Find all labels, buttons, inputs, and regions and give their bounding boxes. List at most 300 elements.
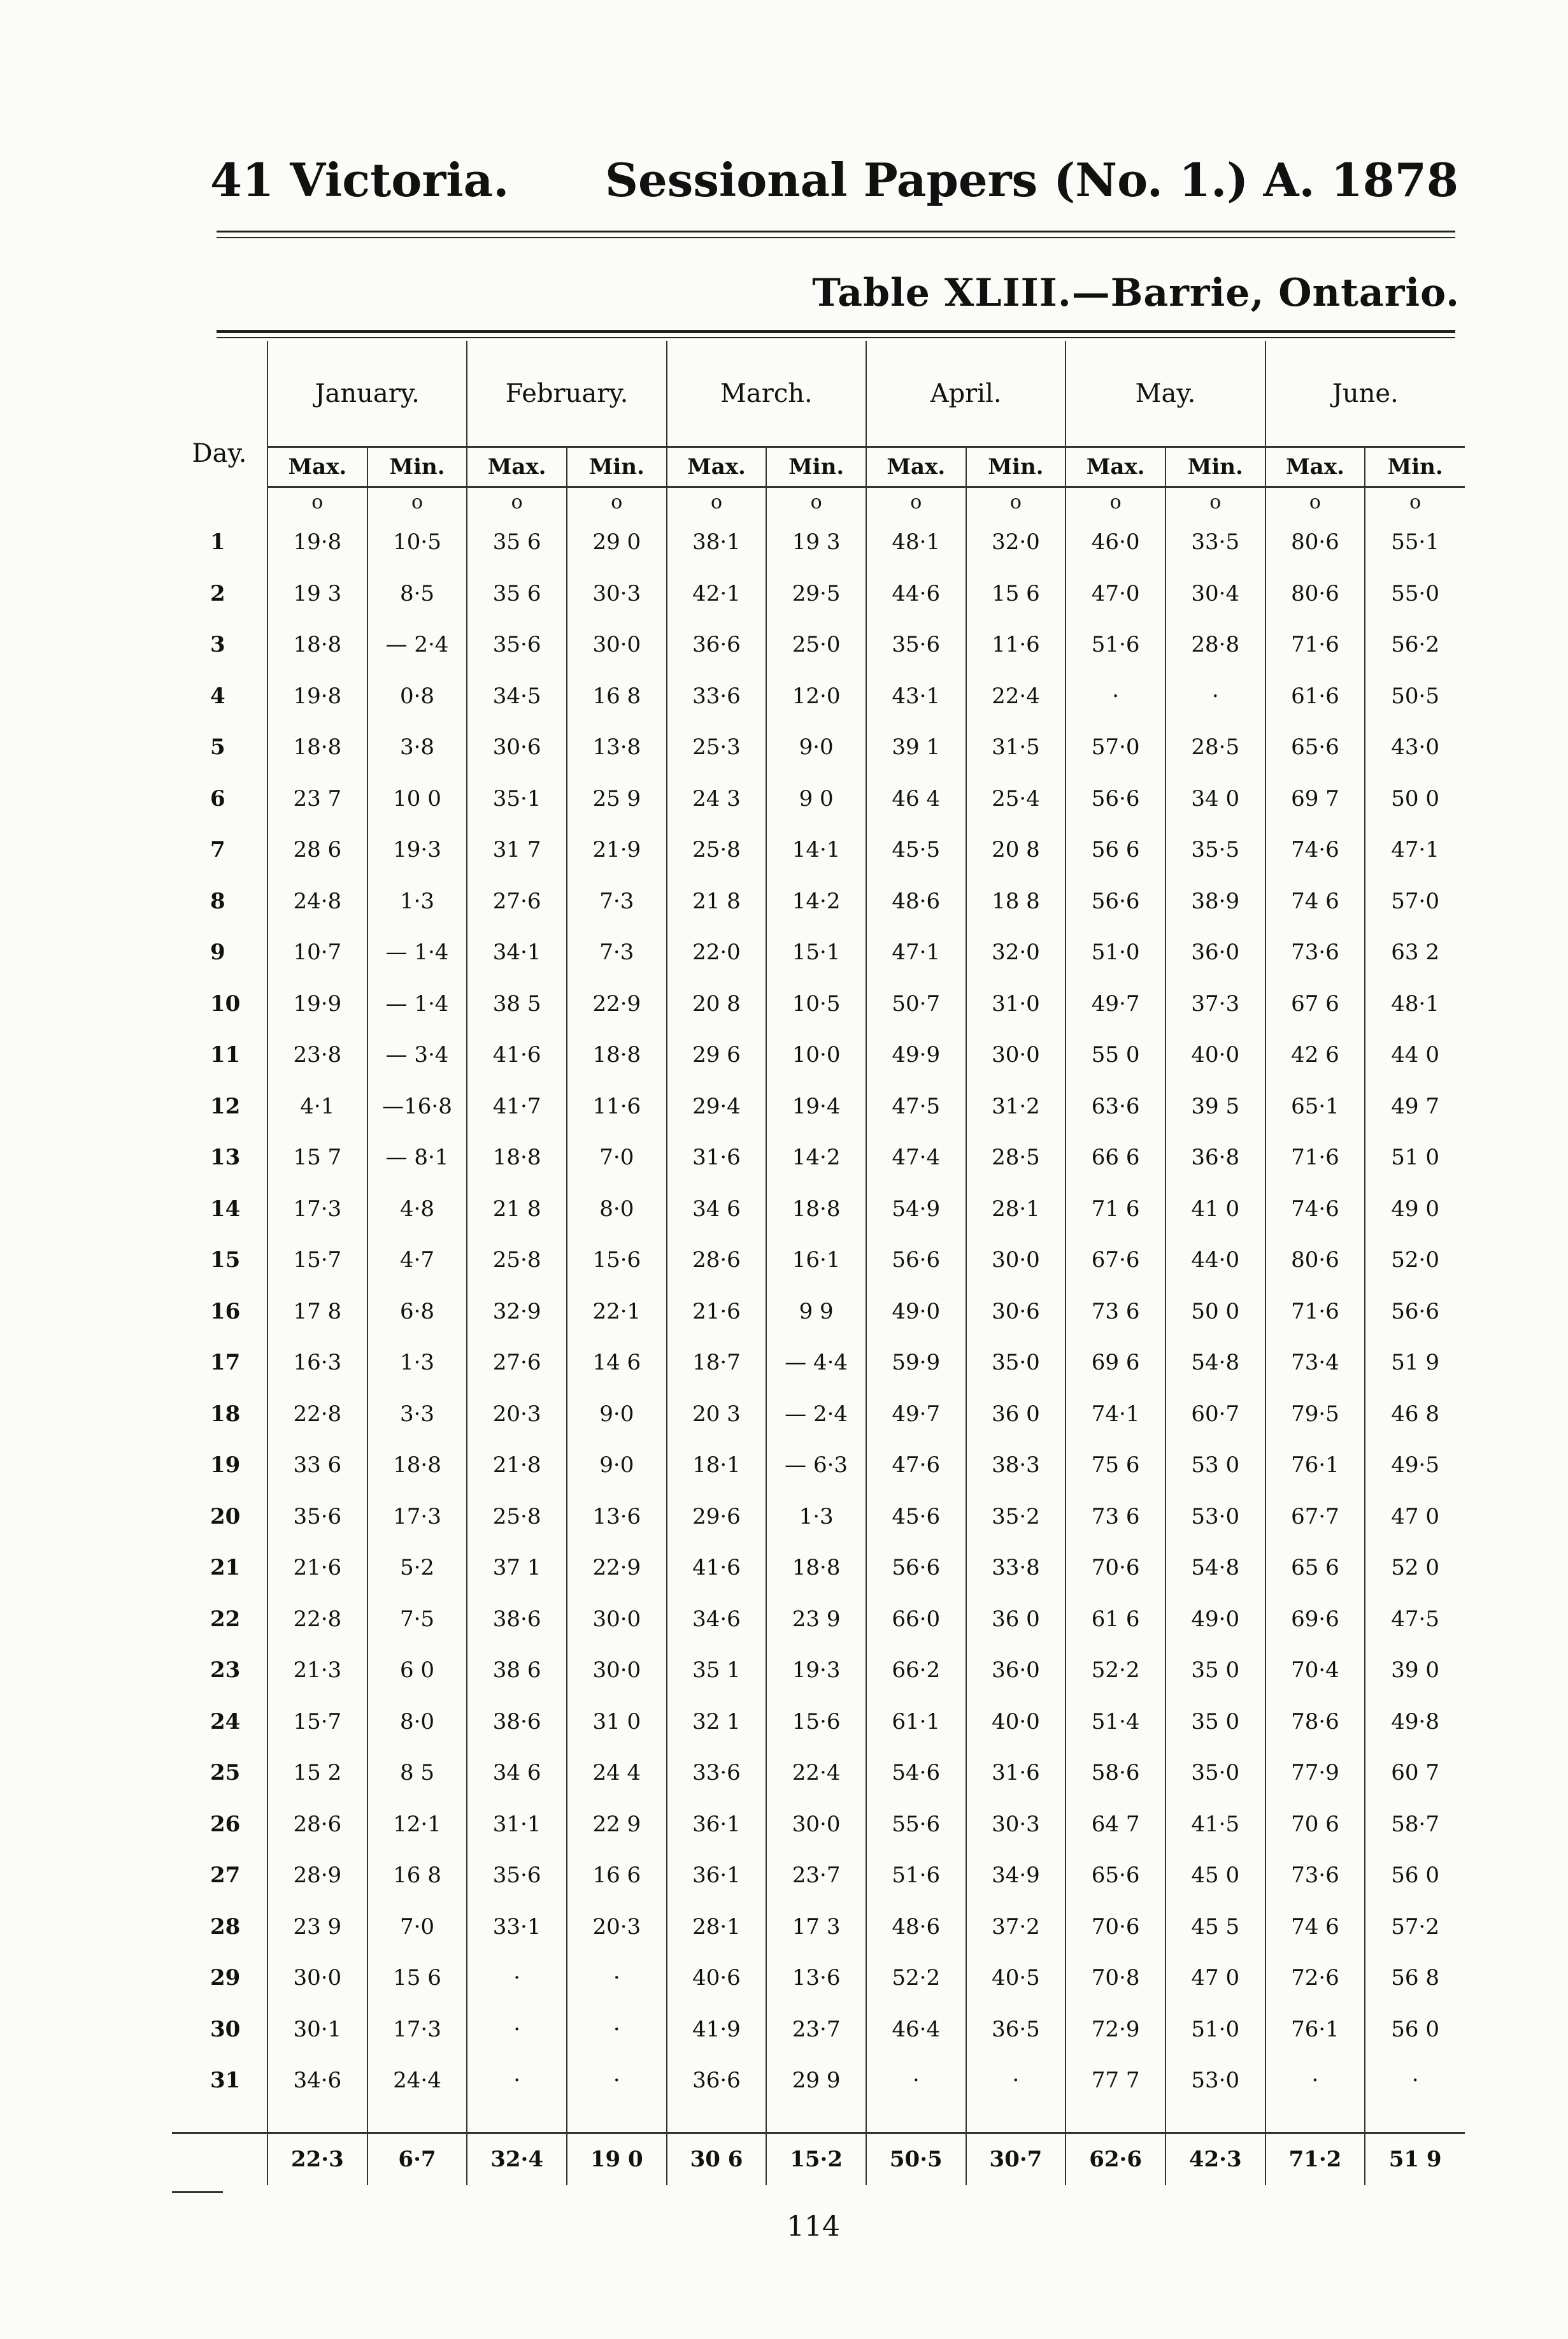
day-number: 17	[210, 1350, 241, 1376]
monthly-mean-cell: 22·3	[267, 2133, 367, 2185]
table-body	[172, 487, 1465, 2107]
degree-symbol: o	[667, 487, 767, 517]
temperature-cell: 30·3	[966, 1799, 1066, 1850]
min-column-header: Min.	[367, 447, 467, 487]
temperature-cell: 57·0	[1066, 722, 1165, 773]
monthly-mean-cell: 71·2	[1265, 2133, 1365, 2185]
temperature-cell: 66 6	[1066, 1132, 1165, 1184]
temperature-cell: 20 8	[966, 824, 1066, 876]
temperature-cell: 10·5	[766, 978, 866, 1030]
temperature-cell: 35·6	[467, 619, 567, 671]
temperature-cell: 43·0	[1365, 722, 1465, 773]
page-number: 114	[787, 2210, 840, 2243]
temperature-cell: 9·0	[567, 1440, 667, 1491]
temperature-cell: 38·9	[1165, 876, 1265, 927]
temperature-cell: 24·4	[367, 2055, 467, 2107]
temperature-cell: 7·3	[567, 927, 667, 978]
monthly-means-row	[172, 2133, 1465, 2185]
temperature-cell: 44·6	[866, 568, 966, 620]
temperature-cell: 35·5	[1165, 824, 1265, 876]
temperature-cell: 17 3	[766, 1901, 866, 1953]
monthly-mean-cell: 6·7	[367, 2133, 467, 2185]
temperature-cell: 49 7	[1365, 1081, 1465, 1133]
day-number: 13	[210, 1145, 241, 1171]
max-min-header-row	[172, 447, 1465, 487]
temperature-cell: 36·6	[667, 619, 767, 671]
temperature-cell: 65 6	[1265, 1542, 1365, 1594]
temperature-cell: 8 5	[367, 1747, 467, 1799]
temperature-cell: 22·4	[966, 671, 1066, 722]
temperature-cell: 41·5	[1165, 1799, 1265, 1850]
temperature-cell: 23 9	[267, 1901, 367, 1953]
month-header-june: June.	[1265, 341, 1465, 447]
temperature-cell: 47·1	[1365, 824, 1465, 876]
temperature-cell: 63·6	[1066, 1081, 1165, 1133]
temperature-cell: 51·0	[1066, 927, 1165, 978]
temperature-cell: 42 6	[1265, 1029, 1365, 1081]
temperature-cell: 17·3	[267, 1184, 367, 1235]
temperature-cell: 42·1	[667, 568, 767, 620]
temperature-cell: 32·0	[966, 927, 1066, 978]
temperature-cell: 23·7	[766, 2004, 866, 2056]
temperature-cell: 45·6	[866, 1491, 966, 1543]
monthly-mean-cell: 62·6	[1066, 2133, 1165, 2185]
min-column-header: Min.	[1365, 447, 1465, 487]
temperature-cell: 3·8	[367, 722, 467, 773]
degree-symbol: o	[467, 487, 567, 517]
monthly-mean-cell: 51 9	[1365, 2133, 1465, 2185]
month-header-row	[172, 341, 1465, 447]
temperature-cell: 32 1	[667, 1696, 767, 1748]
degree-symbol: o	[1066, 487, 1165, 517]
temperature-cell: ·	[567, 2004, 667, 2056]
temperature-cell: — 3·4	[367, 1029, 467, 1081]
temperature-cell: 56 6	[1066, 824, 1165, 876]
temperature-cell: ·	[567, 2055, 667, 2107]
temperature-cell: 21·8	[467, 1440, 567, 1491]
table-row	[172, 1184, 1465, 1235]
temperature-cell: 76·1	[1265, 2004, 1365, 2056]
temperature-cell: 67·6	[1066, 1234, 1165, 1286]
temperature-cell: 30·1	[267, 2004, 367, 2056]
temperature-cell: 71 6	[1066, 1184, 1165, 1235]
temperature-cell: 16 8	[567, 671, 667, 722]
max-column-header: Max.	[1066, 447, 1165, 487]
temperature-cell: 52·0	[1365, 1234, 1465, 1286]
month-header-february: February.	[467, 341, 666, 447]
temperature-cell: 15·7	[267, 1234, 367, 1286]
temperature-cell: 28·5	[966, 1132, 1066, 1184]
temperature-cell: 15·7	[267, 1696, 367, 1748]
max-column-header: Max.	[1265, 447, 1365, 487]
temperature-cell: 36·1	[667, 1799, 767, 1850]
day-number: 7	[210, 837, 225, 863]
footer-rule	[172, 2191, 223, 2193]
temperature-cell: 72·9	[1066, 2004, 1165, 2056]
temperature-cell: 22·0	[667, 927, 767, 978]
temperature-cell: 25·8	[467, 1234, 567, 1286]
temperature-cell: 21·3	[267, 1645, 367, 1696]
temperature-cell: 61·6	[1265, 671, 1365, 722]
temperature-cell: 56·6	[1066, 876, 1165, 927]
temperature-cell: 31 0	[567, 1696, 667, 1748]
degree-row	[172, 487, 1465, 517]
temperature-cell: 15·6	[567, 1234, 667, 1286]
temperature-cell: 31·6	[966, 1747, 1066, 1799]
temperature-cell: 18·1	[667, 1440, 767, 1491]
temperature-cell: 44 0	[1365, 1029, 1465, 1081]
temperature-cell: 49·7	[866, 1389, 966, 1440]
temperature-cell: 18·7	[667, 1337, 767, 1389]
temperature-cell: 20·3	[467, 1389, 567, 1440]
temperature-cell: 36 0	[966, 1389, 1066, 1440]
temperature-cell: 16 8	[367, 1850, 467, 1901]
day-number: 28	[210, 1913, 241, 1940]
monthly-mean-cell: 15·2	[766, 2133, 866, 2185]
temperature-cell: 35 0	[1165, 1645, 1265, 1696]
temperature-cell: 35·0	[966, 1337, 1066, 1389]
temperature-cell: ·	[567, 1952, 667, 2004]
temperature-cell: 24 3	[667, 773, 767, 825]
temperature-cell: 38 6	[467, 1645, 567, 1696]
temperature-cell: 38·3	[966, 1440, 1066, 1491]
temperature-cell: 47 0	[1365, 1491, 1465, 1543]
temperature-cell: 1·3	[766, 1491, 866, 1543]
temperature-cell: 51·4	[1066, 1696, 1165, 1748]
temperature-cell: 1·3	[367, 876, 467, 927]
day-number: 27	[210, 1863, 241, 1889]
temperature-cell: 15 7	[267, 1132, 367, 1184]
temperature-cell: 57·0	[1365, 876, 1465, 927]
temperature-cell: 30·0	[966, 1234, 1066, 1286]
temperature-cell: 69 6	[1066, 1337, 1165, 1389]
temperature-cell: 56·6	[1365, 1286, 1465, 1338]
temperature-cell: ·	[467, 1952, 567, 2004]
temperature-cell: 46·0	[1066, 517, 1165, 568]
temperature-cell: 75 6	[1066, 1440, 1165, 1491]
temperature-cell: 13·8	[567, 722, 667, 773]
temperature-cell: 70·4	[1265, 1645, 1365, 1696]
temperature-cell: 30·4	[1165, 568, 1265, 620]
temperature-cell: 14·1	[766, 824, 866, 876]
temperature-cell: 14·2	[766, 876, 866, 927]
temperature-cell: 74·6	[1265, 1184, 1365, 1235]
table-row	[172, 1901, 1465, 1953]
temperature-cell: 19·8	[267, 517, 367, 568]
temperature-cell: 69·6	[1265, 1594, 1365, 1645]
temperature-cell: 21·6	[267, 1542, 367, 1594]
month-header-march: March.	[667, 341, 866, 447]
day-number: 15	[210, 1247, 241, 1273]
day-number: 12	[210, 1093, 241, 1119]
temperature-cell: —16·8	[367, 1081, 467, 1133]
temperature-cell: ·	[1265, 2055, 1365, 2107]
temperature-cell: 19·9	[267, 978, 367, 1030]
temperature-cell: 57·2	[1365, 1901, 1465, 1953]
temperature-cell: 25·4	[966, 773, 1066, 825]
temperature-cell: 30·0	[966, 1029, 1066, 1081]
temperature-cell: 56 0	[1365, 2004, 1465, 2056]
temperature-cell: 31·2	[966, 1081, 1066, 1133]
degree-symbol: o	[1265, 487, 1365, 517]
temperature-cell: 35 1	[667, 1645, 767, 1696]
temperature-cell: 51·0	[1165, 2004, 1265, 2056]
temperature-cell: 63 2	[1365, 927, 1465, 978]
temperature-cell: 38·6	[467, 1594, 567, 1645]
temperature-cell: 24·8	[267, 876, 367, 927]
month-header-may: May.	[1066, 341, 1265, 447]
temperature-cell: 52·2	[1066, 1645, 1165, 1696]
temperature-cell: 35·6	[467, 1850, 567, 1901]
temperature-cell: 36·1	[667, 1850, 767, 1901]
temperature-cell: 30·6	[467, 722, 567, 773]
day-column-header: Day.	[192, 438, 247, 468]
temperature-cell: 37·2	[966, 1901, 1066, 1953]
temperature-cell: 55·6	[866, 1799, 966, 1850]
temperature-cell: 15 2	[267, 1747, 367, 1799]
temperature-cell: 49·5	[1365, 1440, 1465, 1491]
temperature-cell: 35·0	[1165, 1747, 1265, 1799]
temperature-cell: 49·8	[1365, 1696, 1465, 1748]
day-number: 2	[210, 580, 225, 606]
day-number: 14	[210, 1196, 241, 1222]
temperature-cell: 45·5	[866, 824, 966, 876]
day-number: 18	[210, 1401, 241, 1427]
table-row	[172, 1542, 1465, 1594]
temperature-cell: 59·9	[866, 1337, 966, 1389]
temperature-cell: 74 6	[1265, 876, 1365, 927]
temperature-cell: 30·6	[966, 1286, 1066, 1338]
table-row	[172, 517, 1465, 568]
temperature-cell: 54·9	[866, 1184, 966, 1235]
table-title: Table XLIII.—Barrie, Ontario.	[812, 271, 1460, 315]
temperature-cell: 29·6	[667, 1491, 767, 1543]
temperature-cell: 56 0	[1365, 1850, 1465, 1901]
temperature-cell: 67 6	[1265, 978, 1365, 1030]
temperature-cell: 11·6	[966, 619, 1066, 671]
temperature-cell: 41·6	[667, 1542, 767, 1594]
temperature-cell: 18 8	[966, 876, 1066, 927]
temperature-cell: 49·7	[1066, 978, 1165, 1030]
temperature-cell: 50·7	[866, 978, 966, 1030]
temperature-cell: 49·0	[866, 1286, 966, 1338]
monthly-mean-cell: 42·3	[1165, 2133, 1265, 2185]
temperature-cell: 22·8	[267, 1594, 367, 1645]
temperature-cell: 40·6	[667, 1952, 767, 2004]
min-column-header: Min.	[567, 447, 667, 487]
temperature-cell: 35 6	[467, 568, 567, 620]
year-label: A. 1878	[1263, 153, 1458, 207]
temperature-cell: 47·5	[866, 1081, 966, 1133]
temperature-cell: 67·7	[1265, 1491, 1365, 1543]
temperature-cell: 7·0	[567, 1132, 667, 1184]
temperature-cell: 56·2	[1365, 619, 1465, 671]
temperature-cell: 29 9	[766, 2055, 866, 2107]
temperature-cell: 56·6	[866, 1542, 966, 1594]
temperature-cell: 22·8	[267, 1389, 367, 1440]
table-row	[172, 2004, 1465, 2056]
temperature-cell: 25·8	[467, 1491, 567, 1543]
temperature-cell: — 1·4	[367, 927, 467, 978]
temperature-cell: 48·1	[866, 517, 966, 568]
temperature-cell: 80·6	[1265, 1234, 1365, 1286]
temperature-cell: 10·0	[766, 1029, 866, 1081]
temperature-cell: 28·1	[966, 1184, 1066, 1235]
temperature-cell: 38·6	[467, 1696, 567, 1748]
temperature-cell: — 8·1	[367, 1132, 467, 1184]
temperature-cell: 18·8	[267, 619, 367, 671]
temperature-cell: 19·8	[267, 671, 367, 722]
temperature-cell: ·	[866, 2055, 966, 2107]
temperature-cell: 30·0	[766, 1799, 866, 1850]
table-row	[172, 1440, 1465, 1491]
temperature-cell: — 6·3	[766, 1440, 866, 1491]
table-row	[172, 619, 1465, 671]
temperature-cell: 22 9	[567, 1799, 667, 1850]
temperature-cell: 55·1	[1365, 517, 1465, 568]
table-rule-bottom	[217, 337, 1455, 338]
temperature-cell: 11·6	[567, 1081, 667, 1133]
degree-symbol: o	[866, 487, 966, 517]
temperature-cell: 35·6	[866, 619, 966, 671]
temperature-cell: 47·0	[1066, 568, 1165, 620]
temperature-cell: 55 0	[1066, 1029, 1165, 1081]
temperature-cell: — 2·4	[367, 619, 467, 671]
temperature-cell: 31·1	[467, 1799, 567, 1850]
temperature-cell: 27·6	[467, 1337, 567, 1389]
temperature-cell: 54·8	[1165, 1542, 1265, 1594]
temperature-cell: 49·9	[866, 1029, 966, 1081]
temperature-cell: 28·9	[267, 1850, 367, 1901]
temperature-cell: 72·6	[1265, 1952, 1365, 2004]
temperature-cell: 74·6	[1265, 824, 1365, 876]
temperature-cell: 8·0	[567, 1184, 667, 1235]
temperature-cell: 34·1	[467, 927, 567, 978]
table-row	[172, 876, 1465, 927]
temperature-cell: 30·0	[567, 1594, 667, 1645]
temperature-cell: 23 9	[766, 1594, 866, 1645]
temperature-cell: 18·8	[766, 1184, 866, 1235]
temperature-cell: 64 7	[1066, 1799, 1165, 1850]
temperature-cell: 10·5	[367, 517, 467, 568]
temperature-cell: 65·6	[1066, 1850, 1165, 1901]
temperature-cell: 15 6	[966, 568, 1066, 620]
temperature-cell: 35·6	[267, 1491, 367, 1543]
day-number: 30	[210, 2016, 241, 2042]
max-column-header: Max.	[866, 447, 966, 487]
temperature-cell: 9 0	[766, 773, 866, 825]
temperature-cell: 73·6	[1265, 1850, 1365, 1901]
temperature-cell: 14 6	[567, 1337, 667, 1389]
temperature-cell: 12·1	[367, 1799, 467, 1850]
temperature-cell: 47·4	[866, 1132, 966, 1184]
temperature-cell: ·	[467, 2004, 567, 2056]
temperature-cell: 12·0	[766, 671, 866, 722]
temperature-cell: 70·8	[1066, 1952, 1165, 2004]
temperature-cell: 29·5	[766, 568, 866, 620]
temperature-cell: 34·6	[267, 2055, 367, 2107]
temperature-cell: 19 3	[267, 568, 367, 620]
day-number: 8	[210, 888, 225, 914]
temperature-cell: 51 9	[1365, 1337, 1465, 1389]
temperature-cell: 30·3	[567, 568, 667, 620]
table-row	[172, 1696, 1465, 1748]
temperature-cell: 55·0	[1365, 568, 1465, 620]
sessional-papers-label: Sessional Papers (No. 1.)	[605, 153, 1249, 207]
temperature-cell: 7·0	[367, 1901, 467, 1953]
temperature-cell: 23 7	[267, 773, 367, 825]
temperature-cell: 15·1	[766, 927, 866, 978]
max-column-header: Max.	[267, 447, 367, 487]
temperature-cell: 36·6	[667, 2055, 767, 2107]
temperature-cell: 13·6	[567, 1491, 667, 1543]
temperature-cell: ·	[467, 2055, 567, 2107]
temperature-cell: 39 5	[1165, 1081, 1265, 1133]
table-row	[172, 1850, 1465, 1901]
temperature-cell: 50·5	[1365, 671, 1465, 722]
temperature-cell: 61 6	[1066, 1594, 1165, 1645]
temperature-cell: 52·2	[866, 1952, 966, 2004]
temperature-cell: 10 0	[367, 773, 467, 825]
temperature-cell: 16·1	[766, 1234, 866, 1286]
temperature-cell: 70·6	[1066, 1901, 1165, 1953]
temperature-cell: 0·8	[367, 671, 467, 722]
table-row	[172, 773, 1465, 825]
temperature-cell: 16 6	[567, 1850, 667, 1901]
temperature-cell: 41·6	[467, 1029, 567, 1081]
max-column-header: Max.	[467, 447, 567, 487]
temperature-cell: 24 4	[567, 1747, 667, 1799]
temperature-cell: 80·6	[1265, 568, 1365, 620]
table-row	[172, 568, 1465, 620]
table-row	[172, 671, 1465, 722]
temperature-cell: 9·0	[766, 722, 866, 773]
temperature-cell: — 4·4	[766, 1337, 866, 1389]
temperature-cell: ·	[1066, 671, 1165, 722]
table-row	[172, 1234, 1465, 1286]
temperature-cell: 71·6	[1265, 619, 1365, 671]
temperature-cell: 78·6	[1265, 1696, 1365, 1748]
temperature-cell: 28 6	[267, 824, 367, 876]
table-row	[172, 1389, 1465, 1440]
temperature-cell: 56·6	[866, 1234, 966, 1286]
temperature-cell: 66·0	[866, 1594, 966, 1645]
monthly-mean-cell: 32·4	[467, 2133, 567, 2185]
temperature-cell: 33·6	[667, 671, 767, 722]
temperature-cell: 3·3	[367, 1389, 467, 1440]
temperature-cell: 18·8	[267, 722, 367, 773]
temperature-cell: 33·5	[1165, 517, 1265, 568]
temperature-cell: 15 6	[367, 1952, 467, 2004]
degree-symbol: o	[1165, 487, 1265, 517]
temperature-cell: 4·1	[267, 1081, 367, 1133]
temperature-cell: ·	[1365, 2055, 1465, 2107]
temperature-cell: 33·6	[667, 1747, 767, 1799]
temperature-cell: 29 6	[667, 1029, 767, 1081]
temperature-cell: 48·6	[866, 876, 966, 927]
temperature-cell: 56 8	[1365, 1952, 1465, 2004]
temperature-cell: 34 6	[467, 1747, 567, 1799]
monthly-mean-cell: 50·5	[866, 2133, 966, 2185]
temperature-cell: 31 7	[467, 824, 567, 876]
temperature-cell: 33·1	[467, 1901, 567, 1953]
temperature-cell: 80·6	[1265, 517, 1365, 568]
temperature-cell: 79·5	[1265, 1389, 1365, 1440]
degree-symbol: o	[267, 487, 367, 517]
temperature-cell: 21 8	[467, 1184, 567, 1235]
temperature-cell: 49 0	[1365, 1184, 1465, 1235]
temperature-cell: 70·6	[1066, 1542, 1165, 1594]
